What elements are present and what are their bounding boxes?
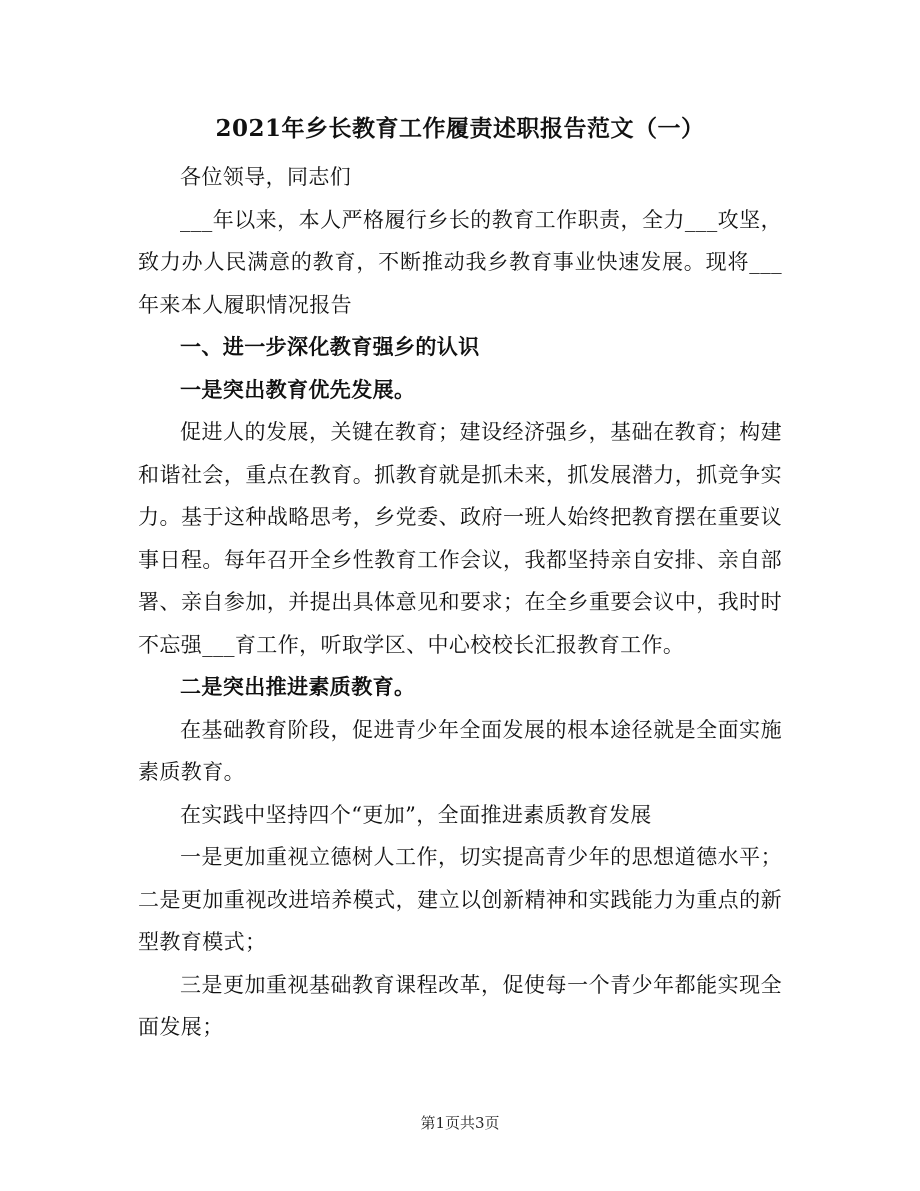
subheading-quality-education: 二是突出推进素质教育。 bbox=[180, 674, 416, 699]
paragraph-greeting: 各位领导，同志们 bbox=[180, 165, 352, 189]
paragraph-intro: ___年以来，本人严格履行乡长的教育工作职责，全力___攻坚，致力办人民满意的教育，不断推动我乡教育事业快速发展。现将___年来本人履职情况报告 bbox=[138, 207, 782, 317]
document-body bbox=[138, 104, 782, 1049]
paragraph-point-three: 三是更加重视基础教育课程改革，促使每一个青少年都能实现全面发展； bbox=[138, 972, 782, 1039]
paragraph-four-more: 在实践中坚持四个“更加”，全面推进素质教育发展 bbox=[180, 802, 652, 827]
page-number: 第1页共3页 bbox=[420, 1114, 500, 1132]
section-heading-1: 一、进一步深化教育强乡的认识 bbox=[180, 334, 480, 359]
paragraph-priority-body: 促进人的发展，关键在教育；建设经济强乡，基础在教育；构建和谐社会，重点在教育。抓教育就是抓未来，抓发展潜力，抓竞争实力。基于这种战略思考，乡党委、政府一班人始终把教育摆在重要议事日程。每年召开全乡性教育工作会议，我都坚持亲自安排、亲自部署、亲自参加，并提出具体意见和要求；在全乡重要会议中，我时时不忘强___育工作，听取学区、中心校校长汇报教育工作。 bbox=[138, 420, 782, 657]
paragraph-point-one-two: 一是更加重视立德树人工作，切实提高青少年的思想道德水平；二是更加重视改进培养模式，建立以创新精神和实践能力为重点的新型教育模式； bbox=[138, 845, 782, 954]
document-title: 2021年乡长教育工作履责述职报告范文（一） bbox=[215, 115, 705, 142]
paragraph-quality-body: 在基础教育阶段，促进青少年全面发展的根本途径就是全面实施素质教育。 bbox=[138, 717, 782, 784]
subheading-priority: 一是突出教育优先发展。 bbox=[180, 376, 416, 402]
